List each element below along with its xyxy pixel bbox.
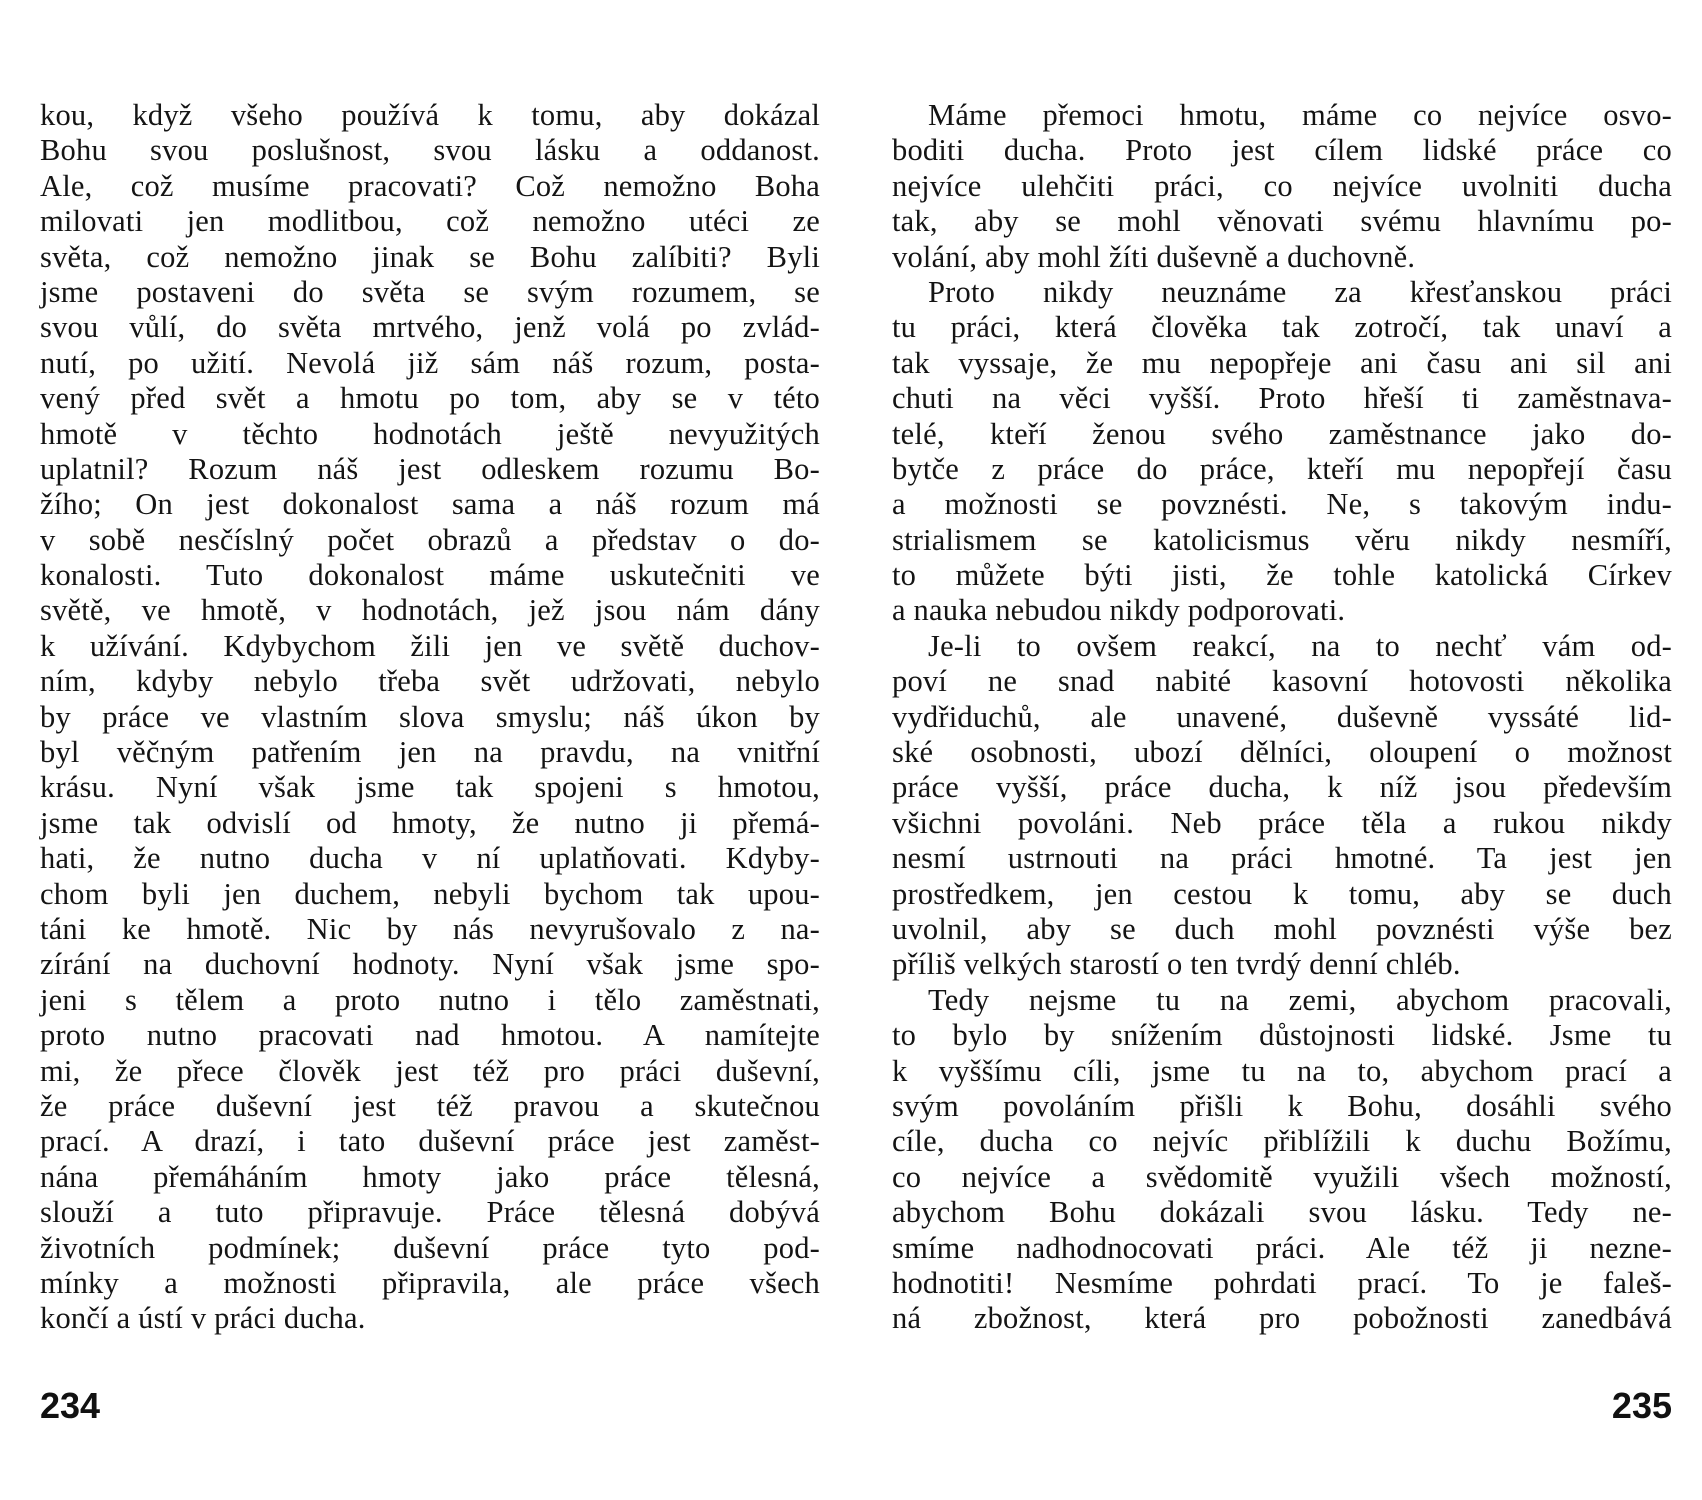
text-line: abychom Bohu dokázali svou lásku. Tedy ne-	[892, 1195, 1672, 1230]
text-line: Je-li to ovšem reakcí, na to nechť vám od-	[928, 628, 1672, 663]
text-line: chuti na věci vyšší. Proto hřeší ti zaměstnava-	[892, 381, 1672, 416]
text-line: vený před svět a hmotu po tom, aby se v této	[40, 381, 820, 416]
left-page-number: 234	[40, 1385, 101, 1426]
text-line: ním, kdyby nebylo třeba svět udržovati, nebylo	[40, 664, 820, 699]
text-line: to bylo by snížením důstojnosti lidské. Jsme tu	[892, 1018, 1672, 1053]
right-page	[892, 98, 1672, 1428]
text-line: tu práci, která člověka tak zotročí, tak unaví a	[892, 310, 1672, 345]
text-line: proto nutno pracovati nad hmotou. A namítejte	[40, 1018, 820, 1053]
text-line: Bohu svou poslušnost, svou lásku a oddanost.	[40, 133, 820, 168]
text-line: Proto nikdy neuznáme za křesťanskou práci	[928, 274, 1672, 309]
text-line: hmotě v těchto hodnotách ještě nevyužitých	[40, 416, 820, 451]
text-line: tak vyssaje, že mu nepopřeje ani času ani sil ani	[892, 345, 1672, 380]
text-line: jsme tak odvislí od hmoty, že nutno ji přemá-	[40, 805, 820, 840]
text-line: chom byli jen duchem, nebyli bychom tak upou-	[40, 876, 820, 911]
right-page-number: 235	[1611, 1385, 1672, 1426]
text-line: všichni povoláni. Neb práce těla a rukou nikdy	[892, 805, 1672, 840]
text-line: Ale, což musíme pracovati? Což nemožno Boha	[40, 168, 820, 203]
text-line: vydřiduchů, ale unavené, duševně vyssáté lid-	[892, 699, 1672, 734]
text-line: ské osobnosti, ubozí dělníci, oloupení o možnost	[892, 735, 1672, 770]
text-line: to můžete býti jisti, že tohle katolická Církev	[892, 558, 1672, 593]
text-line: hati, že nutno ducha v ní uplatňovati. Kdyby-	[40, 841, 820, 876]
text-line: poví ne snad nabité kasovní hotovosti několika	[892, 664, 1672, 699]
text-line: slouží a tuto připravuje. Práce tělesná dobývá	[40, 1195, 820, 1230]
text-line: nejvíce ulehčiti práci, co nejvíce uvolniti ducha	[892, 168, 1672, 203]
text-line: Tedy nejsme tu na zemi, abychom pracovali,	[928, 982, 1672, 1017]
text-line: příliš velkých starostí o ten tvrdý denní chléb.	[892, 947, 1461, 982]
text-line: by práce ve vlastním slova smyslu; náš úkon by	[40, 699, 820, 734]
text-line: uvolnil, aby se duch mohl povznésti výše bez	[892, 911, 1672, 946]
text-line: kou, když všeho používá k tomu, aby dokázal	[40, 98, 820, 132]
text-line: Máme přemoci hmotu, máme co nejvíce osvo-	[928, 98, 1672, 132]
text-line: práce vyšší, práce ducha, k níž jsou především	[892, 770, 1672, 805]
text-line: nesmí ustrnouti na práci hmotné. Ta jest jen	[892, 841, 1672, 876]
text-line: strialismem se katolicismus věru nikdy nesmíří,	[892, 522, 1672, 557]
text-line: světa, což nemožno jinak se Bohu zalíbiti? Byli	[40, 239, 820, 274]
text-line: životních podmínek; duševní práce tyto pod-	[40, 1230, 820, 1265]
text-line: konalosti. Tuto dokonalost máme uskutečniti ve	[40, 558, 820, 593]
text-line: prostředkem, jen cestou k tomu, aby se duch	[892, 876, 1672, 911]
text-line: v sobě nesčíslný počet obrazů a představ o do-	[40, 522, 820, 557]
text-line: svým povoláním přišli k Bohu, dosáhli svého	[892, 1088, 1672, 1123]
text-line: zírání na duchovní hodnoty. Nyní však jsme spo-	[40, 947, 820, 982]
text-line: bytče z práce do práce, kteří mu nepopřejí času	[892, 451, 1672, 486]
text-line: tak, aby se mohl věnovati svému hlavnímu po-	[892, 204, 1672, 239]
text-line: světě, ve hmotě, v hodnotách, jež jsou nám dány	[40, 593, 820, 628]
text-line: telé, kteří ženou svého zaměstnance jako do-	[892, 416, 1672, 451]
text-line: a možnosti se povznésti. Ne, s takovým indu-	[892, 487, 1672, 522]
text-line: smíme nadhodnocovati práci. Ale též ji nezne-	[892, 1230, 1672, 1265]
text-line: ná zbožnost, která pro pobožnosti zanedbává	[892, 1301, 1672, 1336]
text-line: nutí, po užití. Nevolá již sám náš rozum, posta-	[40, 345, 820, 380]
text-line: co nejvíce a svědomitě využili všech možností,	[892, 1159, 1672, 1194]
text-line: končí a ústí v práci ducha.	[40, 1301, 366, 1336]
text-line: mi, že přece člověk jest též pro práci duševní,	[40, 1053, 820, 1088]
text-line: mínky a možnosti připravila, ale práce všech	[40, 1265, 820, 1300]
text-line: a nauka nebudou nikdy podporovati.	[892, 593, 1346, 628]
right-page-text	[892, 98, 1672, 1337]
text-line: táni ke hmotě. Nic by nás nevyrušovalo z na-	[40, 911, 820, 946]
text-line: k vyššímu cíli, jsme tu na to, abychom prací a	[892, 1053, 1672, 1088]
text-line: boditi ducha. Proto jest cílem lidské práce co	[892, 133, 1672, 168]
text-line: žího; On jest dokonalost sama a náš rozum má	[40, 487, 820, 522]
text-line: nána přemáháním hmoty jako práce tělesná,	[40, 1159, 820, 1194]
text-line: cíle, ducha co nejvíc přiblížili k duchu Božímu,	[892, 1124, 1672, 1159]
text-line: jsme postaveni do světa se svým rozumem, se	[40, 274, 820, 309]
text-line: prací. A drazí, i tato duševní práce jest zaměst-	[40, 1124, 820, 1159]
text-line: jeni s tělem a proto nutno i tělo zaměstnati,	[40, 982, 820, 1017]
text-line: uplatnil? Rozum náš jest odleskem rozumu Bo-	[40, 451, 820, 486]
text-line: byl věčným patřením jen na pravdu, na vnitřní	[40, 735, 820, 770]
text-line: volání, aby mohl žíti duševně a duchovně.	[892, 239, 1416, 274]
text-line: k užívání. Kdybychom žili jen ve světě duchov-	[40, 628, 820, 663]
text-line: milovati jen modlitbou, což nemožno utéci ze	[40, 204, 820, 239]
text-line: hodnotiti! Nesmíme pohrdati prací. To je faleš-	[892, 1265, 1672, 1300]
left-page-text	[40, 98, 820, 1337]
text-line: krásu. Nyní však jsme tak spojeni s hmotou,	[40, 770, 820, 805]
left-page	[40, 98, 820, 1428]
text-line: že práce duševní jest též pravou a skutečnou	[40, 1088, 820, 1123]
text-line: svou vůlí, do světa mrtvého, jenž volá po zvlád-	[40, 310, 820, 345]
